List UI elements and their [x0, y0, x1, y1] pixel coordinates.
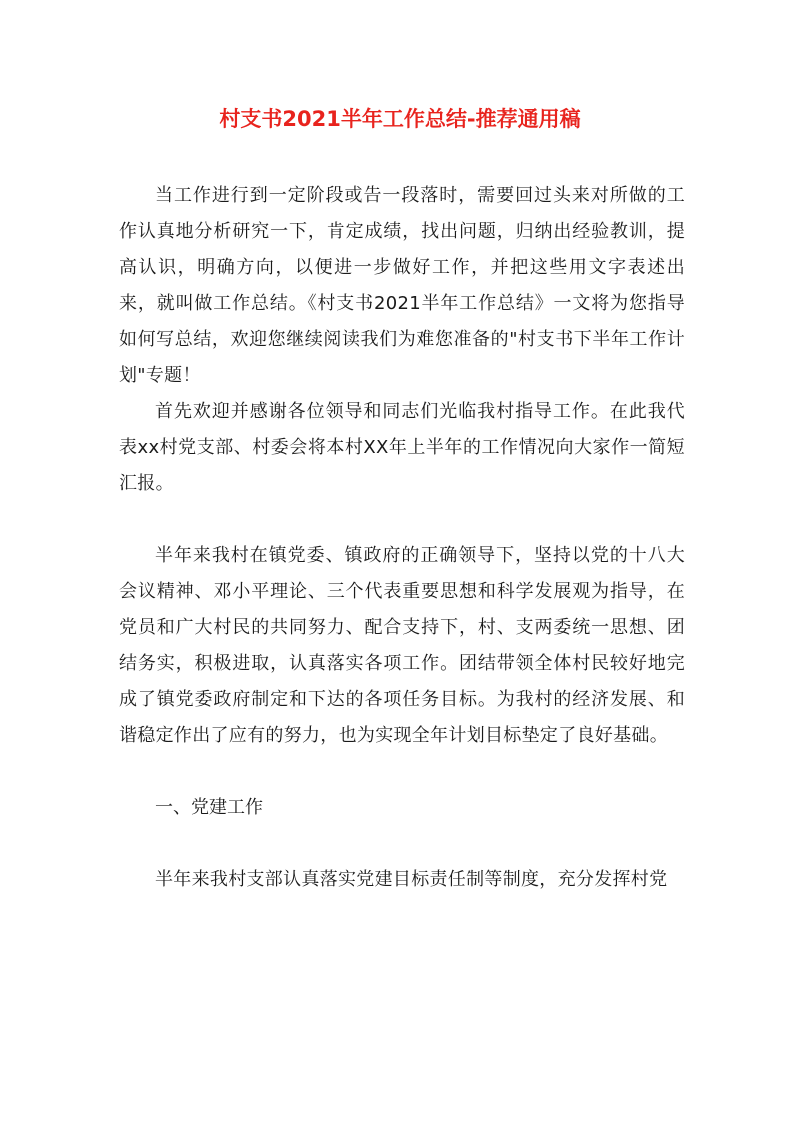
paragraph-party-building: 半年来我村支部认真落实党建目标责任制等制度，充分发挥村党 — [155, 869, 668, 890]
paragraph-intro: 当工作进行到一定阶段或告一段落时，需要回过头来对所做的工作认真地分析研究一下，肯定成绩，找出问题，归纳出经验教训，提高认识，明确方向，以便进一步做好工作，并把这些用文字表述出来，就叫做工作总结。《村支书2021半年工作总结》一文将为您指导如何写总结，欢迎您继续阅读我们为难您准备的"村支书下半年工作计划"专题！ — [119, 185, 685, 386]
section-heading: 一、党建工作 — [155, 797, 263, 818]
paragraph-spacer — [119, 754, 685, 790]
document-body — [119, 178, 685, 898]
paragraph-spacer — [119, 826, 685, 862]
paragraph-spacer — [119, 502, 685, 538]
paragraph-welcome: 首先欢迎并感谢各位领导和同志们光临我村指导工作。在此我代表xx村党支部、村委会将本村XX年上半年的工作情况向大家作一简短汇报。 — [119, 401, 685, 494]
paragraph-summary: 半年来我村在镇党委、镇政府的正确领导下，坚持以党的十八大会议精神、邓小平理论、三个代表重要思想和科学发展观为指导，在党员和广大村民的共同努力、配合支持下，村、支两委统一思想、团结务实，积极进取，认真落实各项工作。团结带领全体村民较好地完成了镇党委政府制定和下达的各项任务目标。为我村的经济发展、和谐稳定作出了应有的努力，也为实现全年计划目标垫定了良好基础。 — [119, 545, 685, 746]
document-title: 村支书2021半年工作总结-推荐通用稿 — [219, 107, 581, 131]
